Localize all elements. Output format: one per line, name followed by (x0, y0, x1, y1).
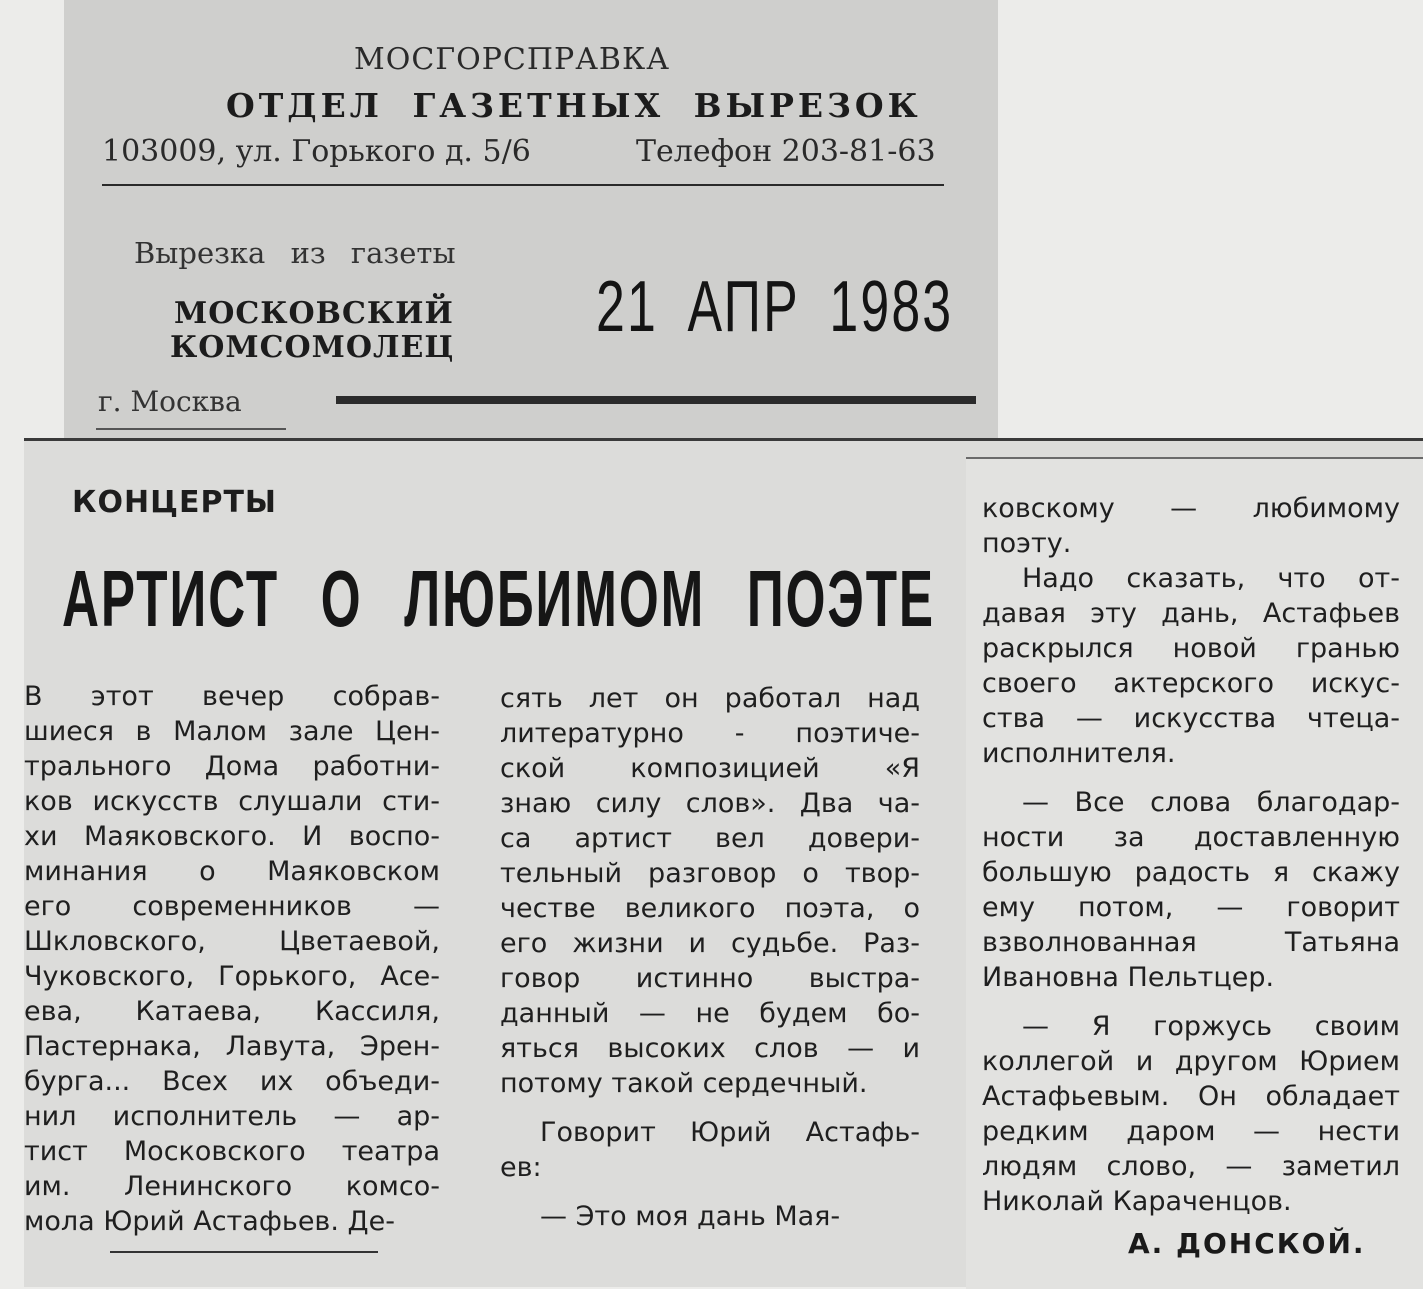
stamp-divider (102, 184, 944, 186)
text-line: — Все слова благодар- (1022, 787, 1400, 818)
text-line: большую радость я скажу (982, 857, 1400, 888)
text-line: Чуковского, Горького, Асе- (24, 961, 440, 992)
article-column-2 (500, 681, 920, 1234)
article-rubric: КОНЦЕРТЫ (72, 485, 277, 520)
text-line: знаю силу слов». Два ча- (500, 788, 920, 819)
text-line: хи Маяковского. И воспо- (24, 821, 440, 852)
text-line: Николай Караченцов. (982, 1186, 1292, 1217)
text-line: сять лет он работал над (500, 683, 920, 714)
text-line: своего актерского искус- (982, 668, 1400, 699)
text-line: са артист вел довери- (500, 823, 920, 854)
text-line: бурга... Всех их объеди- (24, 1066, 440, 1097)
text-line: В этот вечер собрав- (24, 681, 440, 712)
text-line: ства — искусства чтеца- (982, 703, 1400, 734)
text-line: редким даром — нести (982, 1116, 1400, 1147)
text-line: тист Московского театра (24, 1136, 440, 1167)
text-line: ности за доставленную (982, 822, 1400, 853)
text-line: данный — не будем бо- (500, 998, 920, 1029)
stamp-date: 21 АПР 1983 (596, 267, 954, 347)
text-line: — Я горжусь своим (1022, 1011, 1400, 1042)
text-line: честве великого поэта, о (500, 893, 920, 924)
text-line: трального Дома работни- (24, 751, 440, 782)
text-line: тельный разговор о твор- (500, 858, 920, 889)
text-line: Астафьевым. Он обладает (982, 1081, 1400, 1112)
column-2-paragraph-1 (500, 681, 920, 1101)
text-line: исполнителя. (982, 738, 1176, 769)
column-2-paragraph-3 (500, 1199, 920, 1234)
text-line: его жизни и судьбе. Раз- (500, 928, 920, 959)
text-line: мола Юрий Астафьев. Де- (24, 1206, 395, 1237)
text-line: коллегой и другом Юрием (982, 1046, 1400, 1077)
text-line: ковскому — любимому (982, 493, 1400, 524)
text-line: яться высоких слов — и (500, 1033, 920, 1064)
text-line: Шкловского, Цветаевой, (24, 926, 440, 957)
text-line: шиеся в Малом зале Цен- (24, 716, 440, 747)
pencil-underline-name (110, 1251, 378, 1253)
text-line: его современников — (24, 891, 440, 922)
stamp-newspaper-name-line2: КОМСОМОЛЕЦ (170, 330, 455, 365)
text-line: им. Ленинского комсо- (24, 1171, 440, 1202)
clipping-service-stamp (64, 0, 998, 452)
stamp-thin-rule (96, 428, 286, 430)
text-line: раскрылся новой гранью (982, 633, 1400, 664)
text-line: людям слово, — заметил (982, 1151, 1400, 1182)
text-line: давая эту дань, Астафьев (982, 598, 1400, 629)
text-line: взволнованная Татьяна (982, 927, 1400, 958)
article-column-1 (24, 679, 440, 1239)
stamp-department: ОТДЕЛ ГАЗЕТНЫХ ВЫРЕЗОК (226, 86, 922, 125)
article-clipping (24, 438, 1423, 1287)
stamp-newspaper-name-line1: МОСКОВСКИЙ (174, 296, 454, 331)
stamp-clipping-from: Вырезка из газеты (134, 236, 456, 270)
text-line: Надо сказать, что от- (1022, 563, 1400, 594)
text-line: ев: (500, 1152, 542, 1183)
text-line: ков искусств слушали сти- (24, 786, 440, 817)
text-line: Ивановна Пельтцер. (982, 962, 1275, 993)
stamp-org: МОСГОРСПРАВКА (354, 42, 670, 77)
text-line: минания о Маяковском (24, 856, 440, 887)
text-line: говор истинно выстра- (500, 963, 920, 994)
text-line: нил исполнитель — ар- (24, 1101, 440, 1132)
text-line: потому такой сердечный. (500, 1068, 868, 1099)
text-line: ева, Катаева, Кассиля, (24, 996, 440, 1027)
article-signature: А. ДОНСКОЙ. (1128, 1227, 1366, 1260)
stamp-phone: Телефон 203-81-63 (636, 134, 936, 169)
column-3-paragraph-3 (982, 785, 1400, 995)
column-3-paragraph-2 (982, 561, 1400, 771)
stamp-address: 103009, ул. Горького д. 5/6 (102, 134, 531, 169)
text-line: ему потом, — говорит (982, 892, 1400, 923)
text-line: ской композицией «Я (500, 753, 920, 784)
stamp-city: г. Москва (98, 385, 242, 418)
text-line: — Это моя дань Мая- (540, 1201, 841, 1232)
article-column-3 (982, 491, 1400, 1219)
text-line: литературно - поэтиче- (500, 718, 920, 749)
column-2-paragraph-2 (500, 1115, 920, 1185)
text-line: Говорит Юрий Астафь- (540, 1117, 920, 1148)
column-3-paragraph-1 (982, 491, 1400, 561)
text-line: поэту. (982, 528, 1072, 559)
stamp-thick-rule (336, 396, 976, 404)
article-headline: АРТИСТ О ЛЮБИМОМ ПОЭТЕ (62, 554, 935, 643)
column-3-paragraph-4 (982, 1009, 1400, 1219)
text-line: Пастернака, Лавута, Эрен- (24, 1031, 440, 1062)
